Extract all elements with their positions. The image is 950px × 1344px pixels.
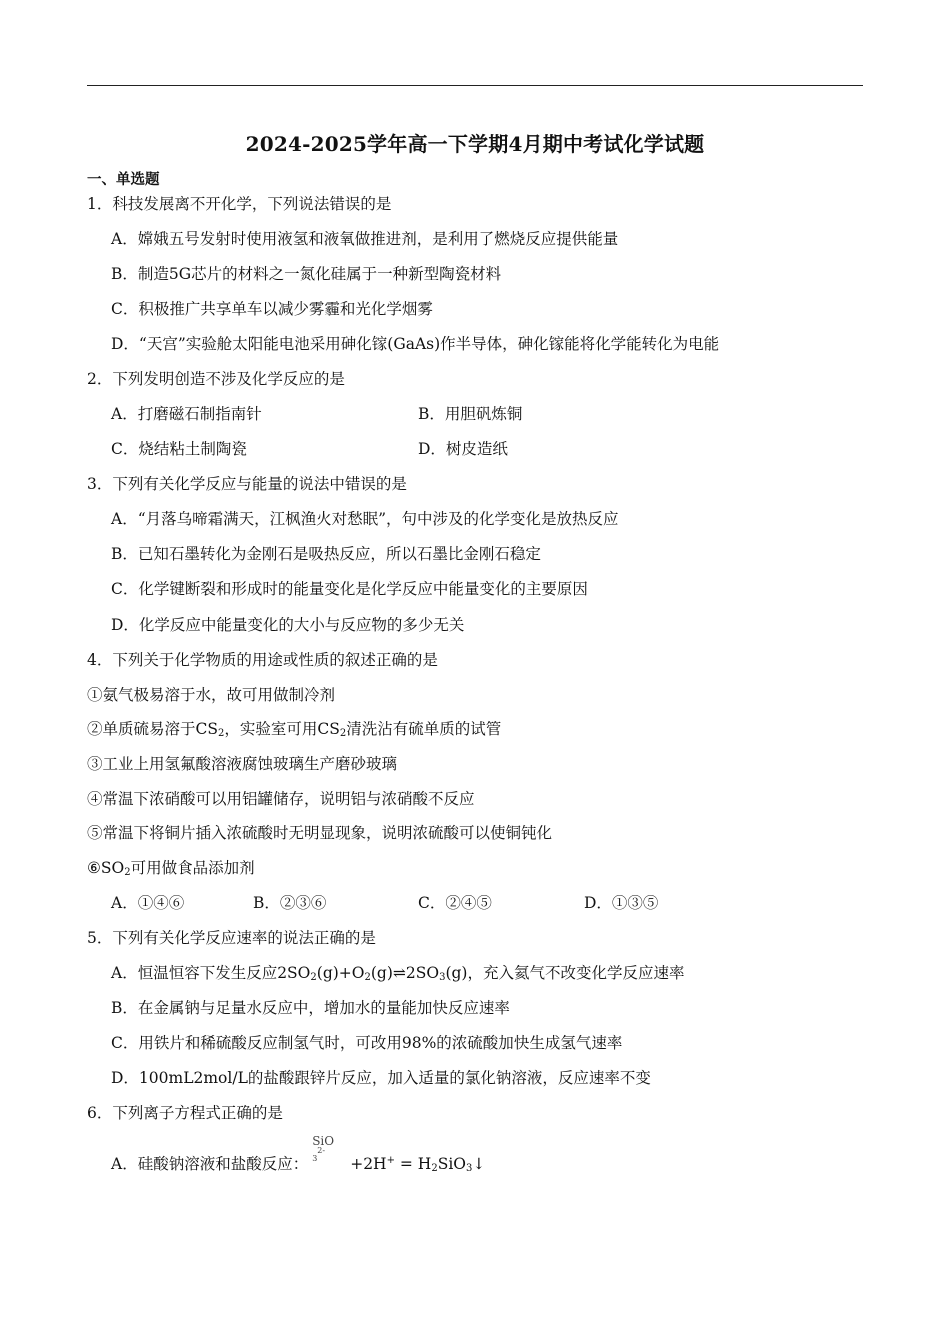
top-rule: [87, 85, 863, 86]
question-4-stem: 4．下列关于化学物质的用途或性质的叙述正确的是: [87, 651, 438, 669]
question-3-stem: 3．下列有关化学反应与能量的说法中错误的是: [87, 475, 407, 493]
question-1-option-c[interactable]: C．积极推广共享单车以减少雾霾和光化学烟雾: [111, 300, 433, 318]
question-5-option-c[interactable]: C．用铁片和稀硫酸反应制氢气时，可改用98%的浓硫酸加快生成氢气速率: [111, 1034, 623, 1052]
question-6-option-a[interactable]: A．硅酸钠溶液和盐酸反应： SiO $_3^{2-}$ $+2H^+ = H_2SiO_3↓$: [111, 1134, 486, 1174]
question-5-option-a[interactable]: A．恒温恒容下发生反应$2SO_2(g)+O_2(g)\rightleftharpoons 2SO_3(g)$，充入氦气不改变化学反应速率: [111, 964, 685, 983]
question-4-statement-1: ①氨气极易溶于水，故可用做制冷剂: [87, 686, 336, 704]
question-2-option-c[interactable]: C．烧结粘土制陶瓷: [111, 440, 247, 458]
question-4-statement-3: ③工业上用氢氟酸溶液腐蚀玻璃生产磨砂玻璃: [87, 755, 398, 773]
question-1-option-b[interactable]: B．制造5G芯片的材料之一氮化硅属于一种新型陶瓷材料: [111, 265, 502, 283]
question-5-stem: 5．下列有关化学反应速率的说法正确的是: [87, 929, 376, 947]
question-5-option-b[interactable]: B．在金属钠与足量水反应中，增加水的量能加快反应速率: [111, 999, 510, 1017]
question-3-option-a[interactable]: A．“月落乌啼霜满天，江枫渔火对愁眠”，句中涉及的化学变化是放热反应: [111, 510, 619, 528]
page-title: 2024-2025学年高一下学期4月期中考试化学试题: [245, 132, 705, 156]
question-4-option-d[interactable]: D．①③⑤: [584, 894, 659, 912]
question-4-statement-2: ②单质硫易溶于$CS_2$，实验室可用$CS_2$清洗沾有硫单质的试管: [87, 720, 502, 739]
question-3-option-c[interactable]: C．化学键断裂和形成时的能量变化是化学反应中能量变化的主要原因: [111, 580, 588, 598]
question-4-option-c[interactable]: C．②④⑤: [418, 894, 492, 912]
question-1-option-d[interactable]: D．“天宫”实验舱太阳能电池采用砷化镓(GaAs)作半导体，砷化镓能将化学能转化为电能: [111, 335, 720, 353]
question-4-statement-4: ④常温下浓硝酸可以用铝罐储存，说明铝与浓硝酸不反应: [87, 790, 475, 808]
question-2-option-b[interactable]: B．用胆矾炼铜: [418, 405, 523, 423]
question-5-option-d[interactable]: D．100mL2mol/L的盐酸跟锌片反应，加入适量的氯化钠溶液，反应速率不变: [111, 1069, 651, 1087]
question-4-option-a[interactable]: A．①④⑥: [111, 894, 185, 912]
question-1-stem: 1．科技发展离不开化学，下列说法错误的是: [87, 195, 392, 213]
question-6-stem: 6．下列离子方程式正确的是: [87, 1104, 283, 1122]
question-2-option-a[interactable]: A．打磨磁石制指南针: [111, 405, 262, 423]
question-2-stem: 2．下列发明创造不涉及化学反应的是: [87, 370, 345, 388]
question-4-statement-5: ⑤常温下将铜片插入浓硫酸时无明显现象，说明浓硫酸可以使铜钝化: [87, 824, 553, 842]
silicate-ion-formula: SiO $_3^{2-}$: [312, 1134, 335, 1163]
section-heading: 一、单选题: [87, 171, 160, 188]
question-3-option-d[interactable]: D．化学反应中能量变化的大小与反应物的多少无关: [111, 616, 465, 634]
question-3-option-b[interactable]: B．已知石墨转化为金刚石是吸热反应，所以石墨比金刚石稳定: [111, 545, 541, 563]
question-1-option-a[interactable]: A．嫦娥五号发射时使用液氢和液氧做推进剂，是利用了燃烧反应提供能量: [111, 230, 619, 248]
question-4-option-b[interactable]: B．②③⑥: [253, 894, 327, 912]
question-2-option-d[interactable]: D．树皮造纸: [418, 440, 508, 458]
question-4-statement-6: $⑥SO_2$可用做食品添加剂: [87, 859, 255, 878]
